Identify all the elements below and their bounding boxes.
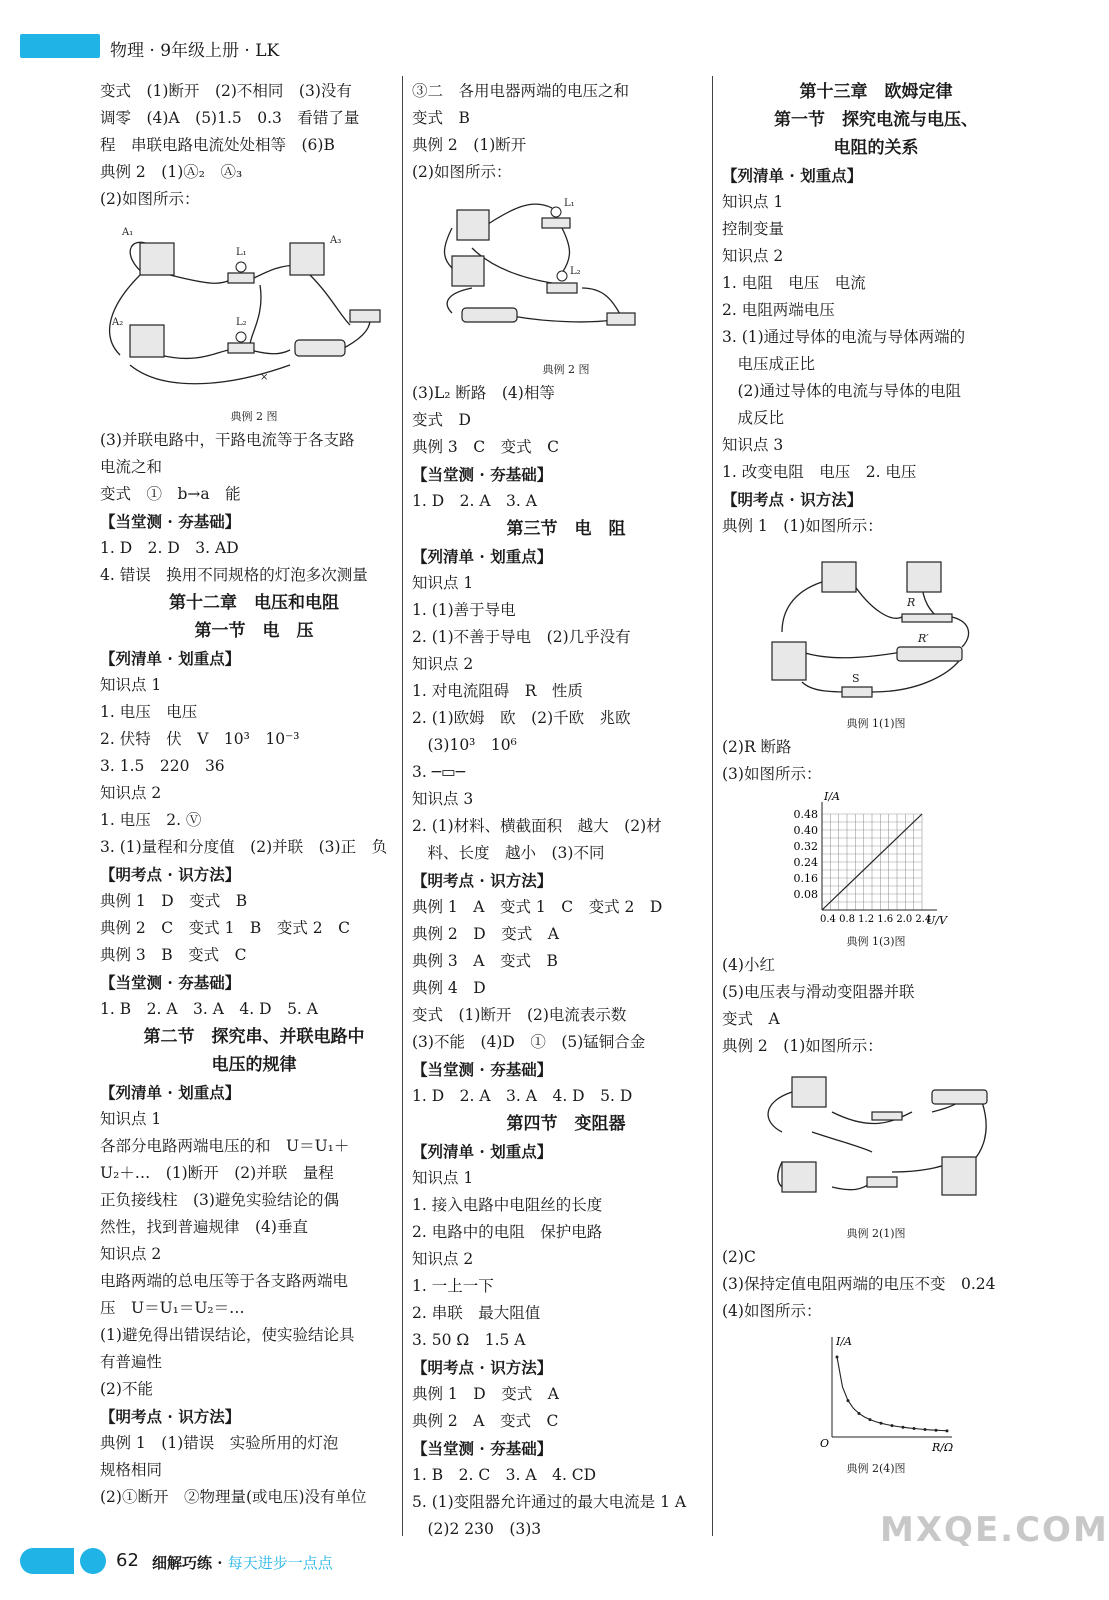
answer-line: 典例 1 (1)错误 实验所用的灯泡: [100, 1434, 339, 1452]
answer-line: 3. 1.5 220 36: [100, 757, 225, 775]
footer-brand: 细解巧练 · 每天进步一点点: [152, 1554, 333, 1572]
subsection-label: 【明考点 · 识方法】: [412, 1358, 553, 1377]
label-l2: L₂: [570, 266, 581, 277]
label-l1: L₁: [564, 198, 575, 209]
answer-line: 1. 电压 2. Ⓥ: [100, 811, 202, 829]
answer-line: 典例 2 C 变式 1 B 变式 2 C: [100, 919, 350, 937]
answer-line: 典例 1 D 变式 B: [100, 892, 248, 910]
answer-line: 2. (1)材料、横截面积 越大 (2)材: [412, 817, 662, 835]
answer-line: (3)L₂ 断路 (4)相等: [412, 384, 555, 402]
figure: [412, 188, 720, 378]
label-s: S: [852, 672, 860, 685]
answer-line: 4. 错误 换用不同规格的灯泡多次测量: [100, 566, 368, 584]
answer-line: 1. 电阻 电压 电流: [722, 274, 866, 292]
label-a3: A₃: [330, 235, 342, 246]
figure-caption: 典例 1(3)图: [846, 935, 906, 948]
section-heading: 第三节 电 阻: [506, 519, 626, 539]
answer-line: 1. B 2. A 3. A 4. D 5. A: [100, 1000, 318, 1018]
answer-line: 1. (1)善于导电: [412, 601, 516, 619]
figure-caption: 典例 1(1)图: [846, 717, 906, 730]
figure: [722, 1062, 1030, 1242]
answer-line: 典例 3 B 变式 C: [100, 946, 247, 964]
answer-line: (2)不能: [100, 1380, 153, 1398]
origin-label: O: [820, 1437, 830, 1450]
y-tick-label: 0.08: [793, 888, 818, 901]
answer-line: (4)小红: [722, 956, 775, 974]
section-heading: 第十三章 欧姆定律: [799, 82, 953, 102]
footer-brand-name: 细解巧练: [152, 1554, 213, 1572]
y-tick-label: 0.16: [793, 872, 818, 885]
footer-accent-dot: [80, 1548, 106, 1574]
answer-line: 知识点 3: [722, 436, 784, 454]
iu-graph: [722, 790, 992, 930]
answer-line: 典例 2 A 变式 C: [412, 1412, 559, 1430]
header-accent-bar: [20, 34, 100, 58]
answer-line: (2)如图所示：: [100, 190, 200, 208]
column-3: [722, 78, 1030, 1479]
label-rp: R′: [918, 632, 929, 645]
answer-line: 规格相同: [100, 1461, 163, 1479]
subsection-label: 【列清单 · 划重点】: [722, 166, 863, 185]
y-tick-label: 0.40: [793, 824, 818, 837]
header-title: 物理 · 9年级上册 · LK: [110, 41, 280, 61]
answer-line: 1. 一上一下: [412, 1277, 494, 1295]
subsection-label: 【当堂测 · 夯基础】: [412, 1439, 553, 1458]
answer-line: 典例 1 (1)如图所示：: [722, 517, 883, 535]
answer-line: 知识点 2: [100, 1245, 162, 1263]
answer-line: 1. D 2. A 3. A 4. D 5. D: [412, 1087, 633, 1105]
answer-line: 3. (1)通过导体的电流与导体两端的: [722, 328, 966, 346]
y-axis-label: I/A: [836, 1335, 852, 1348]
answer-line: 控制变量: [722, 220, 785, 238]
label-a1: A₁: [122, 227, 134, 238]
figure-caption: 典例 2 图: [542, 363, 590, 376]
answer-line: ③二 各用电器两端的电压之和: [412, 82, 630, 100]
section-heading: 第一节 探究电流与电压、: [774, 110, 978, 130]
answer-line: 2. (1)欧姆 欧 (2)千欧 兆欧: [412, 709, 631, 727]
answer-line: 1. D 2. D 3. AD: [100, 539, 239, 557]
section-heading: 第一节 电 压: [194, 621, 314, 641]
answer-line: 1. D 2. A 3. A: [412, 492, 537, 510]
column-2: [412, 78, 720, 1543]
circuit-diagram: [412, 188, 652, 358]
circuit-diagram: [722, 542, 992, 712]
subsection-label: 【当堂测 · 夯基础】: [412, 465, 553, 484]
circuit-diagram: [100, 215, 400, 405]
answer-line: 1. 电压 电压: [100, 703, 198, 721]
answer-line: 知识点 1: [412, 1169, 474, 1187]
y-tick-label: 0.24: [793, 856, 818, 869]
answer-line: 3. (1)量程和分度值 (2)并联 (3)正 负: [100, 838, 388, 856]
column-1: [100, 78, 408, 1511]
answer-line: (3)如图所示：: [722, 765, 822, 783]
answer-line: 有普遍性: [100, 1353, 163, 1371]
answer-line: 成反比: [722, 409, 785, 427]
answer-line: 知识点 1: [412, 574, 474, 592]
answer-line: 知识点 2: [722, 247, 784, 265]
answer-line: 电压成正比: [722, 355, 816, 373]
answer-line: (2)如图所示：: [412, 163, 512, 181]
x-tick-labels: 0.4 0.8 1.2 1.6 2.0 2.4: [820, 914, 932, 925]
answer-line: (5)电压表与滑动变阻器并联: [722, 983, 915, 1001]
answer-line: 典例 4 D: [412, 979, 486, 997]
section-heading: 电压的规律: [211, 1055, 297, 1075]
answer-line: 典例 3 A 变式 B: [412, 952, 558, 970]
subsection-label: 【列清单 · 划重点】: [100, 649, 241, 668]
answer-line: (3)不能 (4)D ① (5)锰铜合金: [412, 1033, 646, 1051]
answer-line: 典例 2 (1)断开: [412, 136, 527, 154]
label-r: R: [907, 596, 916, 609]
answer-line: 压 U＝U₁＝U₂＝…: [100, 1299, 245, 1317]
circuit-diagram: [722, 1062, 992, 1222]
answer-line: 知识点 1: [100, 676, 162, 694]
answer-line: 1. 接入电路中电阻丝的长度: [412, 1196, 603, 1214]
page-number: 62: [116, 1550, 139, 1571]
svg-text:×: ×: [260, 372, 269, 383]
answer-line: 电路两端的总电压等于各支路两端电: [100, 1272, 349, 1290]
figure: [722, 1327, 1030, 1477]
figure: [722, 790, 1030, 950]
answer-line: (3)保持定值电阻两端的电压不变 0.24: [722, 1275, 996, 1293]
answer-line: 1. 对电流阻碍 R 性质: [412, 682, 583, 700]
answer-line: 程 串联电路电流处处相等 (6)B: [100, 136, 335, 154]
answer-line: 调零 (4)A (5)1.5 0.3 看错了量: [100, 109, 360, 127]
footer-slogan: 每天进步一点点: [227, 1554, 333, 1572]
answer-line: (2)2 230 (3)3: [412, 1520, 542, 1538]
answer-line: 2. 电路中的电阻 保护电路: [412, 1223, 603, 1241]
answer-line: 变式 (1)断开 (2)电流表示数: [412, 1006, 627, 1024]
y-tick-label: 0.48: [793, 808, 818, 821]
answer-line: 变式 D: [412, 411, 471, 429]
answer-line: 3. 50 Ω 1.5 A: [412, 1331, 526, 1349]
subsection-label: 【明考点 · 识方法】: [412, 871, 553, 890]
label-l2: L₂: [236, 317, 247, 328]
answer-line: (3)并联电路中，干路电流等于各支路: [100, 431, 355, 449]
answer-line: U₂＋… (1)断开 (2)并联 量程: [100, 1164, 334, 1182]
answer-line: (2)通过导体的电流与导体的电阻: [722, 382, 961, 400]
answer-line: 2. 电阻两端电压: [722, 301, 835, 319]
answer-line: 知识点 3: [412, 790, 474, 808]
answer-line: 1. 改变电阻 电压 2. 电压: [722, 463, 917, 481]
answer-line: 变式 ① b→a 能: [100, 485, 241, 503]
answer-line: 2. 串联 最大阻值: [412, 1304, 541, 1322]
answer-line: 知识点 2: [100, 784, 162, 802]
figure-caption: 典例 2(4)图: [846, 1462, 906, 1475]
subsection-label: 【列清单 · 划重点】: [412, 547, 553, 566]
subsection-label: 【当堂测 · 夯基础】: [100, 973, 241, 992]
answer-line: 2. (1)不善于导电 (2)几乎没有: [412, 628, 631, 646]
answer-line: 典例 1 A 变式 1 C 变式 2 D: [412, 898, 663, 916]
subsection-label: 【当堂测 · 夯基础】: [412, 1060, 553, 1079]
y-axis-label: I/A: [824, 790, 840, 803]
label-a2: A₂: [112, 317, 124, 328]
answer-line: 典例 2 (1)如图所示：: [722, 1037, 883, 1055]
answer-line: 5. (1)变阻器允许通过的最大电流是 1 A: [412, 1493, 687, 1511]
answer-line: 典例 1 D 变式 A: [412, 1385, 559, 1403]
answer-line: (2)①断开 ②物理量(或电压)没有单位: [100, 1488, 367, 1506]
data-curve: [837, 1357, 947, 1431]
section-heading: 电阻的关系: [833, 138, 919, 158]
answer-line: 正负接线柱 (3)避免实验结论的偶: [100, 1191, 339, 1209]
answer-line: 然性，找到普遍规律 (4)垂直: [100, 1218, 308, 1236]
answer-line: 料、长度 越小 (3)不同: [412, 844, 605, 862]
subsection-label: 【明考点 · 识方法】: [722, 490, 863, 509]
section-heading: 第十二章 电压和电阻: [169, 593, 339, 613]
answer-line: 知识点 1: [100, 1110, 162, 1128]
subsection-label: 【列清单 · 划重点】: [100, 1083, 241, 1102]
answer-line: (2)C: [722, 1248, 756, 1266]
answer-line: (3)10³ 10⁶: [412, 736, 517, 754]
answer-line: 典例 2 D 变式 A: [412, 925, 559, 943]
y-tick-label: 0.32: [793, 840, 818, 853]
answer-line: (2)R 断路: [722, 738, 792, 756]
answer-line: 变式 A: [722, 1010, 780, 1028]
ir-graph: [722, 1327, 992, 1457]
footer-accent-bar: [20, 1548, 74, 1574]
subsection-label: 【明考点 · 识方法】: [100, 1407, 241, 1426]
answer-line: 2. 伏特 伏 V 10³ 10⁻³: [100, 730, 300, 748]
x-axis-label: U/V: [926, 914, 947, 927]
figure-caption: 典例 2(1)图: [846, 1227, 906, 1240]
answer-line: 典例 3 C 变式 C: [412, 438, 560, 456]
section-heading: 第二节 探究串、并联电路中: [143, 1027, 365, 1047]
answer-line: 各部分电路两端电压的和 U＝U₁＋: [100, 1137, 350, 1155]
section-heading: 第四节 变阻器: [506, 1114, 626, 1134]
answer-line: 1. B 2. C 3. A 4. CD: [412, 1466, 597, 1484]
figure: [722, 542, 1030, 732]
answer-line: 典例 2 (1)Ⓐ₂ Ⓐ₃: [100, 163, 243, 181]
answer-line: (1)避免得出错误结论，使实验结论具: [100, 1326, 355, 1344]
answer-line: 知识点 2: [412, 655, 474, 673]
answer-line: 变式 (1)断开 (2)不相同 (3)没有: [100, 82, 352, 100]
subsection-label: 【当堂测 · 夯基础】: [100, 512, 241, 531]
x-axis-label: R/Ω: [932, 1441, 954, 1454]
figure-caption: 典例 2 图: [230, 410, 278, 423]
answer-line: 变式 B: [412, 109, 470, 127]
answer-line: (4)如图所示：: [722, 1302, 822, 1320]
subsection-label: 【明考点 · 识方法】: [100, 865, 241, 884]
answer-line: 3. ─▭─: [412, 763, 466, 781]
watermark: MXQE.COM: [880, 1510, 1109, 1550]
answer-line: 知识点 1: [722, 193, 784, 211]
figure: [100, 215, 408, 425]
subsection-label: 【列清单 · 划重点】: [412, 1142, 553, 1161]
label-l1: L₁: [236, 247, 247, 258]
answer-line: 电流之和: [100, 458, 163, 476]
answer-line: 知识点 2: [412, 1250, 474, 1268]
